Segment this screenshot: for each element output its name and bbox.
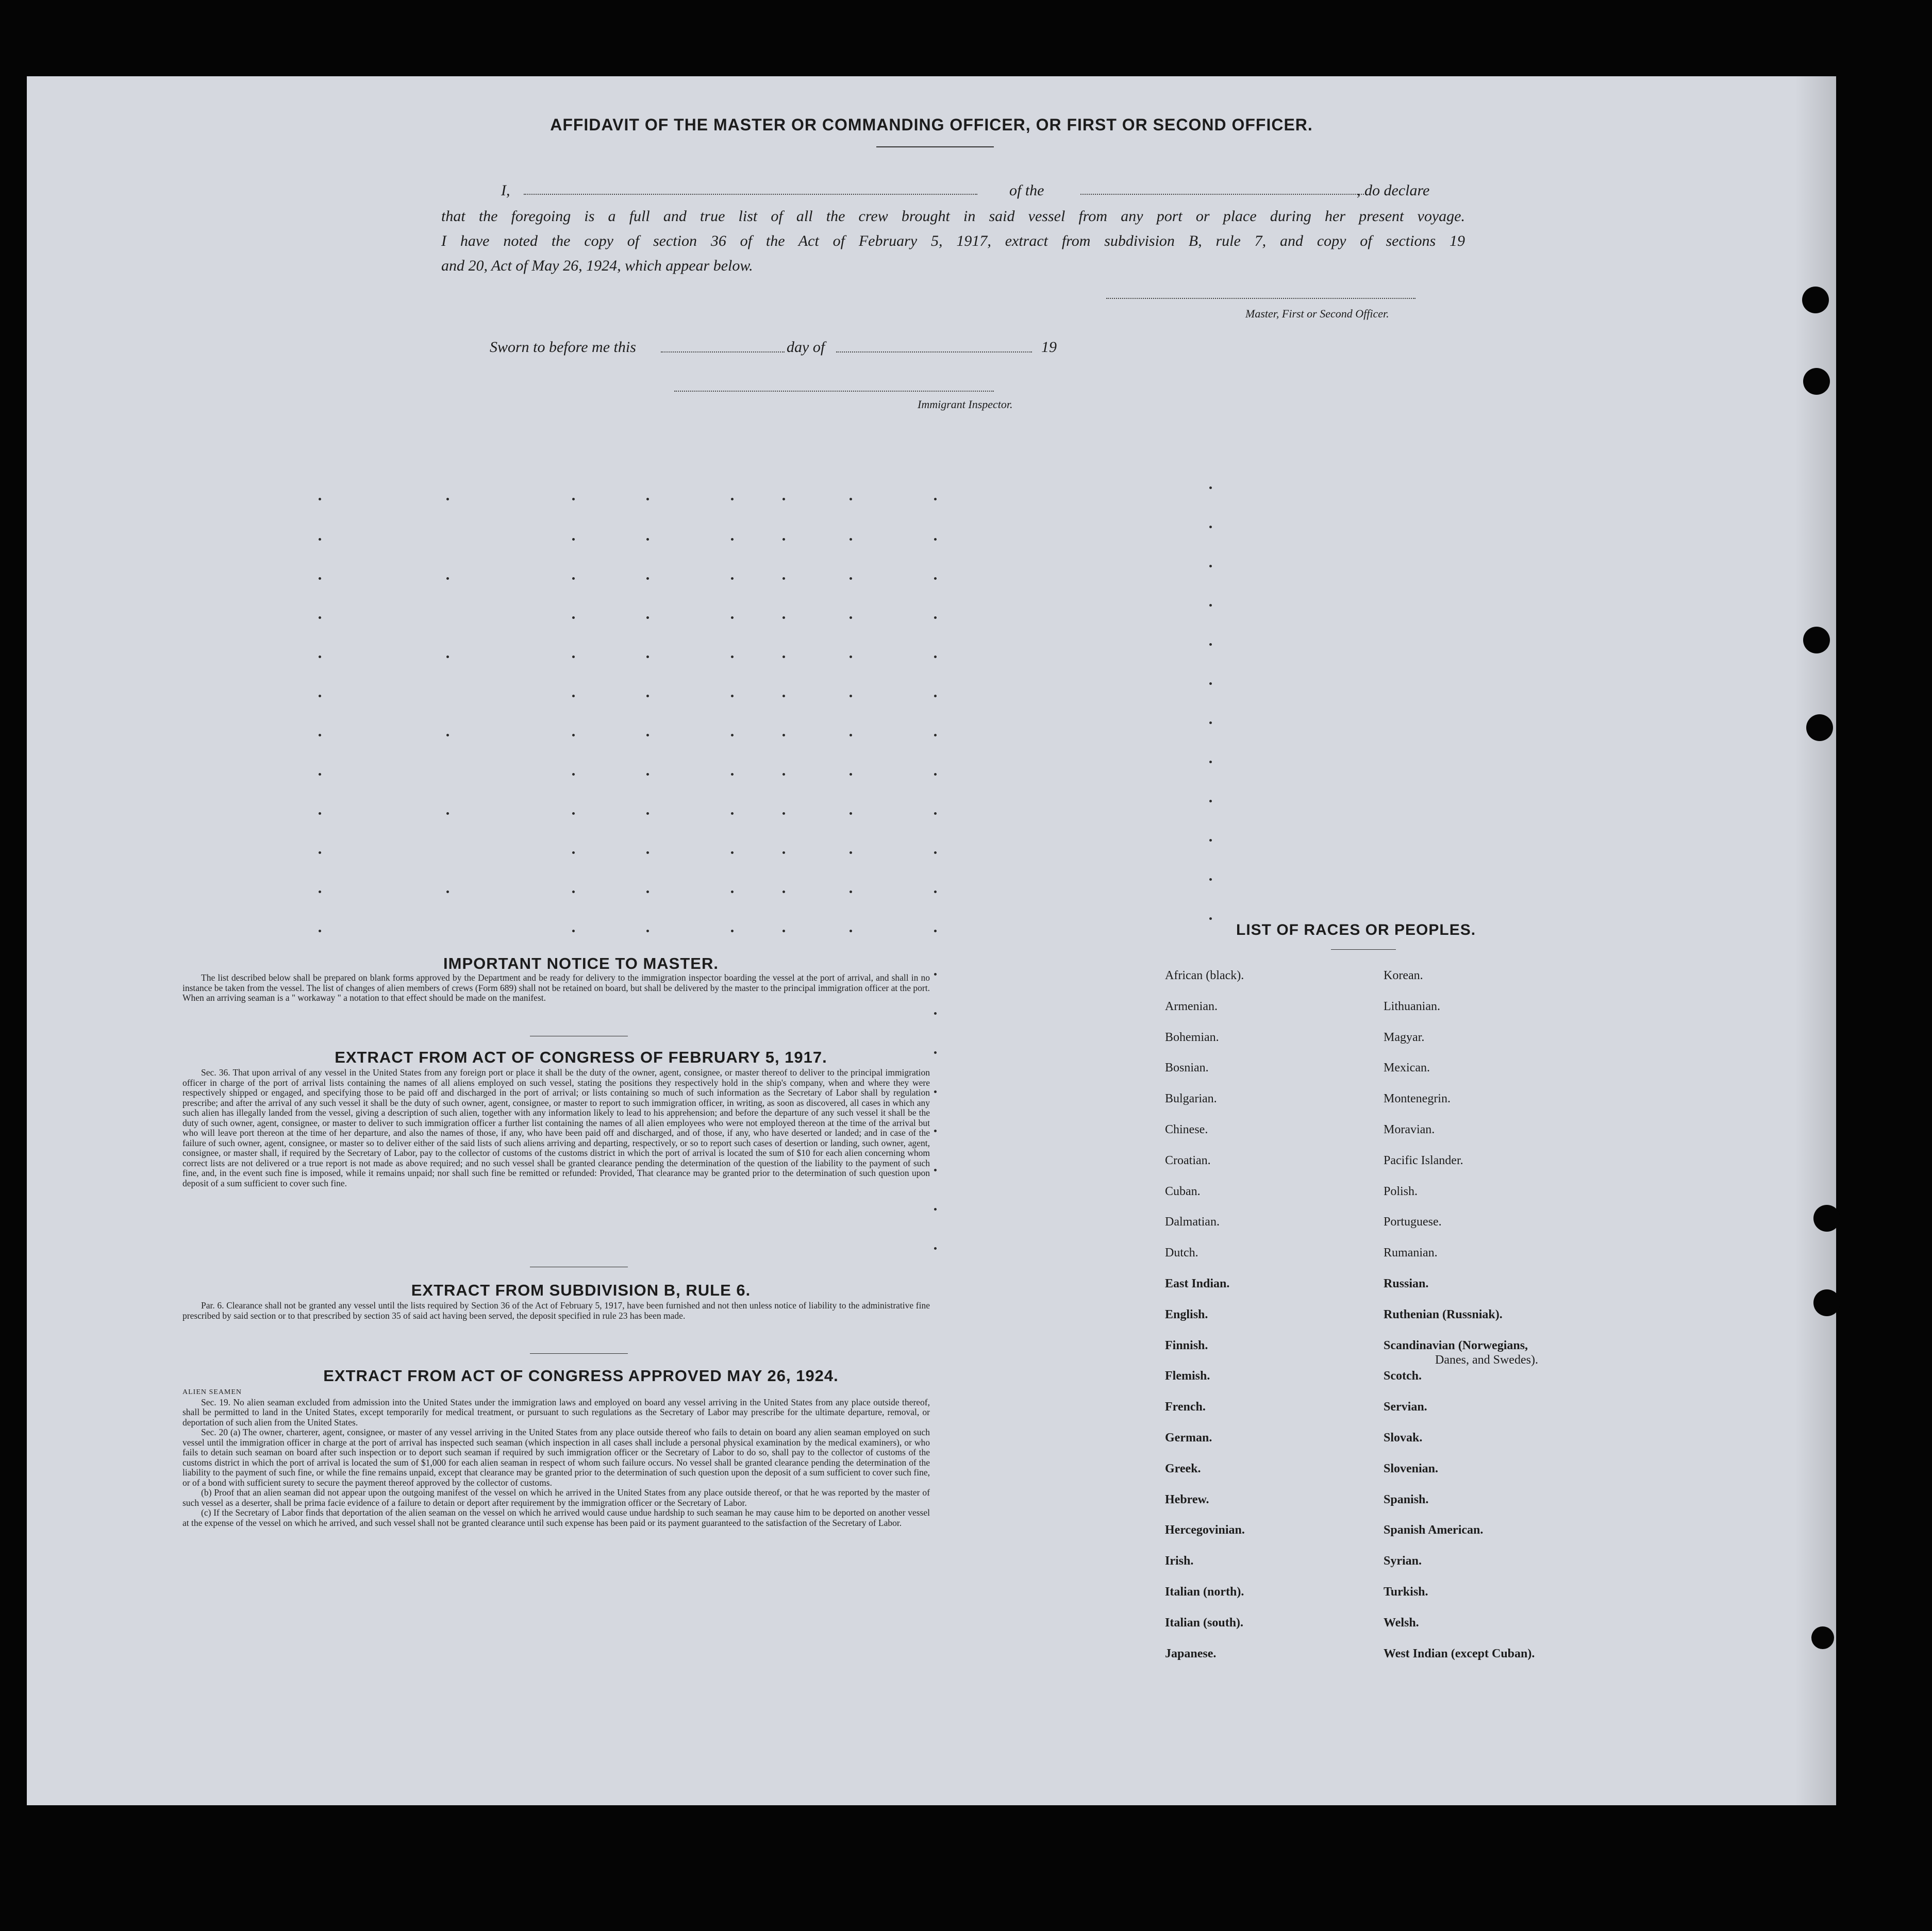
race-item: Bulgarian. [1165,1092,1217,1106]
extract-1924-body [182,1387,930,1528]
race-item: Slovenian. [1384,1462,1439,1475]
race-item: Italian (south). [1165,1616,1244,1630]
race-continuation: Danes, and Swedes). [1435,1353,1538,1367]
race-item: Irish. [1165,1554,1194,1568]
sec-20b: (b) Proof that an alien seaman did not appear upon the outgoing manifest of the vessel on which he arrived in the United States from any place outside thereof, or that he was reported by the master of such vessel as a deserter, shall be prima facie evidence of a failure to detain or deport after requirement by the immigration officer or the Secretary of Labor. [182,1487,930,1508]
name-blank [524,194,977,195]
race-item: West Indian (except Cuban). [1384,1647,1535,1660]
affidavit-line4: and 20, Act of May 26, 1924, which appear below. [441,257,753,274]
alien-seamen-subtitle: ALIEN SEAMEN [182,1388,242,1396]
sec-19: Sec. 19. No alien seaman excluded from admission into the United States under the immigration laws and employed on board any vessel arriving in the United States from any place outside thereof, shall be permitted to land in the United States, except temporarily for medical treatment, or pursuant to such regulations as the Secretary of Labor may prescribe for the ultimate departure, removal, or deportation of such alien from the United States. [182,1397,930,1428]
affidavit-declare: , do declare [1357,182,1430,199]
race-item: African (black). [1165,969,1244,982]
race-item: Scotch. [1384,1369,1422,1383]
affidavit-title: AFFIDAVIT OF THE MASTER OR COMMANDING OFFICER, OR FIRST OR SECOND OFFICER. [550,115,1313,134]
sworn-year: 19 [1041,339,1057,356]
race-item: Pacific Islander. [1384,1153,1463,1167]
race-item: Flemish. [1165,1369,1210,1383]
race-item: Moravian. [1384,1123,1435,1136]
race-item: English. [1165,1307,1208,1321]
race-item: Montenegrin. [1384,1092,1451,1106]
affidavit-line2: that the foregoing is a full and true list of all the crew brought in said vessel from any port or place during her present voyage. [441,208,1465,225]
extract-1924-title: EXTRACT FROM ACT OF CONGRESS APPROVED MAY 26, 1924. [323,1367,839,1385]
race-item: Magyar. [1384,1030,1425,1044]
sworn-month-blank [836,351,1032,352]
races-underline [1331,949,1396,950]
race-item: Dalmatian. [1165,1215,1220,1229]
race-item: Lithuanian. [1384,999,1440,1013]
race-item: Italian (north). [1165,1585,1244,1599]
divider-3 [530,1353,628,1354]
race-item: Russian. [1384,1277,1429,1290]
race-item: Hercegovinian. [1165,1523,1245,1537]
affidavit-line3: I have noted the copy of section 36 of the Act of February 5, 1917, extract from subdivision B, rule 7, and copy of sections 19 [441,232,1465,249]
race-item: Welsh. [1384,1616,1419,1630]
extract-1917-body: Sec. 36. That upon arrival of any vessel in the United States from any foreign port or place it shall be the duty of the owner, agent, consignee, or master thereof to deliver to the principal immigration officer in charge of the port of arrival lists containing the names of all aliens employed on such vessel, stating the positions they respectively hold in the ship's company, when and where they were respectively shipped or engaged, and specifying those to be paid off and discharged in the port of arrival; or lists containing so much of such information as the Secretary of Labor shall by regulation prescribe; and after the arrival of any such vessel it shall be the duty of such owner, agent, consignee, or master to report to such immigration officer, in writing, as soon as discovered, all cases in which any such alien has illegally landed from the vessel, giving a description of such alien, together with any information likely to lead to his apprehension; and before the departure of any such vessel it shall be the duty of such owner, agent, consignee, or master to deliver to such immigration officer a further list containing the names of all alien employees who were not employed thereon at the time of the arrival but who will leave port thereon at the time of her departure, and also the names of those, if any, who have been paid off and discharged, and of those, if any, who have deserted or landed; and in case of the failure of such owner, agent, consignee, or master so to deliver either of the said lists of such aliens arriving and departing, respectively, or so to report such cases of desertion or landing, such owner, agent, consignee, or master shall, if required by the Secretary of Labor, pay to the collector of customs of the customs district in which the port of arrival is located the sum of $10 for each alien concerning whom correct lists are not delivered or a true report is not made as above required; and no such vessel shall be granted clearance pending the determination of the question of the liability to the payment of such fine, and, in the event such fine is imposed, while it remains unpaid; nor shall such fine be remitted or refunded: Provided, That clearance may be granted prior to the determination of such question upon deposit of a sum sufficient to cover such fine. [182,1067,930,1188]
race-item: Hebrew. [1165,1492,1209,1506]
race-item: Slovak. [1384,1431,1423,1445]
race-item: Portuguese. [1384,1215,1442,1229]
race-item: Armenian. [1165,999,1218,1013]
race-item: Mexican. [1384,1061,1430,1075]
sec-20a: Sec. 20 (a) The owner, charterer, agent, consignee, or master of any vessel arriving in the United States from any place outside thereof who fails to detain on board any alien seaman employed on such vessel until the immigration officer in charge at the port of arrival has inspected such seaman (which inspection in all cases shall include a personal physical examination by the medical examiners), or who fails to detain such seaman on board after such inspection or to deport such seaman if required by such immigration officer or the Secretary of Labor to do so, shall pay to the collector of customs of the customs district in which the port of arrival is located the sum of $1,000 for each alien seaman in respect of whom such failure occurs. No vessel shall be granted clearance pending the determination of the liability to the payment of such fine, or while the fine remains unpaid, except that clearance may be granted prior to the determination of such question upon the deposit of a sum sufficient to cover such fine, or of a bond with sufficient surety to secure the payment thereof approved by the collector of customs. [182,1427,930,1488]
race-item: Cuban. [1165,1184,1201,1198]
race-item: Spanish American. [1384,1523,1484,1537]
race-item: Bohemian. [1165,1030,1219,1044]
race-item: German. [1165,1431,1212,1445]
extract-1917-title: EXTRACT FROM ACT OF CONGRESS OF FEBRUARY 5, 1917. [335,1048,827,1066]
sworn-day-of: day of [787,339,825,356]
inspector-blank [674,391,994,392]
race-item: Dutch. [1165,1246,1198,1260]
vessel-blank [1080,194,1364,195]
title-underline [876,146,994,147]
affidavit-of-the: of the [1009,182,1044,199]
races-title: LIST OF RACES OR PEOPLES. [1236,921,1476,938]
notice-body: The list described below shall be prepared on blank forms approved by the Department and be ready for delivery to the immigration inspector boarding the vessel at the port of arrival, and shall in no instance be taken from the vessel. The list of changes of alien members of crews (Form 689) shall not be retained on board, but shall be delivered by the master to the principal immigration officer at the port. When an arriving seaman is a " workaway " a notation to that effect should be made on the manifest. [182,972,930,1003]
notice-title: IMPORTANT NOTICE TO MASTER. [443,954,719,972]
extract-rule6-title: EXTRACT FROM SUBDIVISION B, RULE 6. [411,1281,751,1299]
sec-20c: (c) If the Secretary of Labor finds that deportation of the alien seaman on the vessel on which he arrived would cause undue hardship to such seaman he may cause him to be deported on another vessel at the expense of the vessel on which he arrived, and such vessel shall not be granted clearance until such expense has been paid or its payment guaranteed to the satisfaction of the Secretary of Labor. [182,1507,930,1528]
race-item: French. [1165,1400,1206,1414]
race-item: Ruthenian (Russniak). [1384,1307,1503,1321]
race-item: Croatian. [1165,1153,1211,1167]
race-item: Bosnian. [1165,1061,1209,1075]
race-item: Rumanian. [1384,1246,1438,1260]
affidavit-i: I, [501,182,510,199]
race-item: Syrian. [1384,1554,1422,1568]
signature-caption: Master, First or Second Officer. [1245,307,1389,320]
race-item: East Indian. [1165,1277,1230,1290]
signature-blank [1106,298,1415,299]
extract-rule6-body: Par. 6. Clearance shall not be granted any vessel until the lists required by Section 36 of the Act of February 5, 1917, have been furnished and not then unless notice of liability to the administrative fine prescribed by said section or to that prescribed by section 35 of said act having been served, the deposit specified in rule 23 has been made. [182,1300,930,1321]
race-item: Korean. [1384,969,1423,982]
race-item: Spanish. [1384,1492,1429,1506]
inspector-caption: Immigrant Inspector. [918,398,1013,411]
race-item: Servian. [1384,1400,1427,1414]
race-item: Chinese. [1165,1123,1208,1136]
manifest-page [27,76,1836,1805]
race-item: Japanese. [1165,1647,1217,1660]
race-item: Polish. [1384,1184,1418,1198]
race-item: Turkish. [1384,1585,1428,1599]
sworn-day-blank [661,351,785,352]
race-item: Finnish. [1165,1338,1208,1352]
race-item: Scandinavian (Norwegians, [1384,1338,1528,1352]
sworn-prefix: Sworn to before me this [490,339,636,356]
race-item: Greek. [1165,1462,1201,1475]
